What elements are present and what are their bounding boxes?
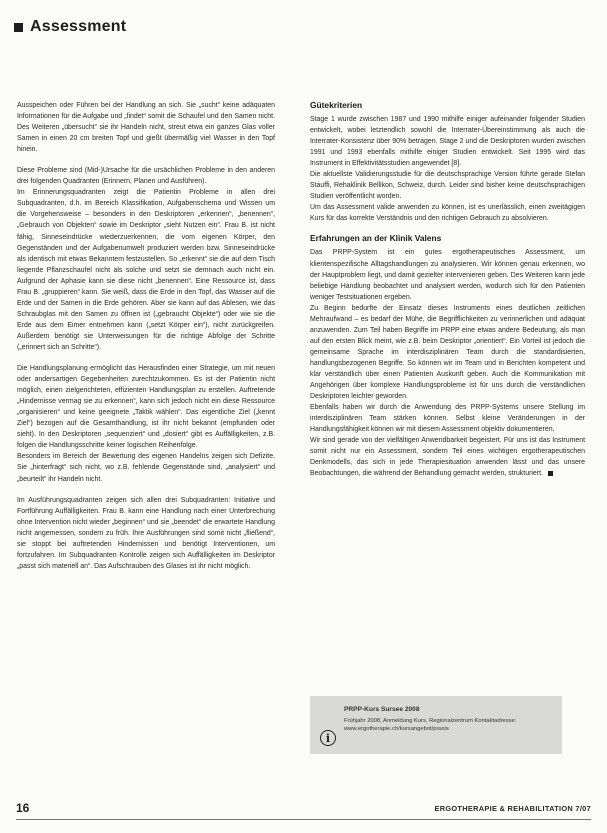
heading-erfahrungen: Erfahrungen an der Klinik Valens [310,233,442,244]
body-paragraph: Die Handlungsplanung ermöglicht das Herausfinden einer Strategie, um mit neuen oder andersartigen Gegebenheiten zurechtzukommen. Es ist der Patientin nicht möglich, einen zielgerichteten, effizienten Handlungsplan zu erstellen. Auftretende „Hindernisse vermag sie zu erkennen“, kann sich jedoch nicht ein diese Ressource „organisieren“ und keine geeignete „Taktik wählen“. Das eigentliche Ziel („kennt Ziel“) bezogen auf die Gesamthandlung, ist ihr nicht bekannt (empfunden oder sieht). In den Deskriptoren „sequenziert“ und „dosiert“ gibt es Auffälligkeiten, z.B. folgen die Handlungsschritte keiner logischen Reihenfolge. Besonders im Bereich der Bewertung des eigenen Handelns zeigen sich Defizite. Sie „hinterfragt“ sich nicht, wo z.B. fehlende Gegenstände sind, „analysiert“ und „beurteilt“ ihr Handeln nicht. [17,365,275,483]
body-paragraph: Ausspeichen oder Führen bei der Handlung an sich. Sie „sucht“ keine adäquaten Informationen für die Aufgabe und „findet“ somit die Schaufel und den Samen nicht. Des Weiteren „übersucht“ sie ihr Handeln nicht, streut etwa ein ganzes Glas voller Samen in einen 20 cm breiten Topf und gießt übermäßig viel Wasser in den Topf hinein. [17,102,275,154]
body-paragraph: Diese Probleme sind (Mid-)Ursache für die ursächlichen Probleme in den anderen drei folgenden Quadranten (Erinnern, Planen und Ausführen). Im Erinnerungsquadranten zeigt die Patientin Probleme in allen drei Subquadranten, d.h. im Bereich Klassifikation, Aufgabenschema und Wissen um die Vorgehensweise – besonders in den Deskriptoren „erkennen“, „benennen“, „Gebrauch von Objekten“ sowie im Deskriptor „sieht Nutzen ein“. Frau B. ist nicht fähig, Sinneseindrücke wiederzuerkennen, die vom eigenen Körper, den Gegenständen und der Aufgabenumwelt produziert werden bzw. Sinneseindrücke als identisch mit etwas Bekanntem festzustellen. So „erkennt“ sie die auf dem Tisch liegende Pflanzschaufel nicht als solche und setzt sie demnach auch nicht ein. Aufgrund der Aphasie kann sie diese nicht „benennen“. Eine Ressource ist, dass Frau B. „gruppieren“ kann. Sie weiß, dass die Erde in den Topf, das Wasser auf die Erde und der Samen in die Erde gehören. Aber sie kann auf das Ablesen, wie das Schraubglas mit den Samen zu öffnen ist („gebraucht Objekte“) oder wie sie die Erde aus dem Eimer entnehmen kann („setzt Körper ein“), nicht zurückgreifen. Außerdem benötigt sie Unterweisungen für die richtige Abfolge der Schritte („erinnert sich an Schritte“). [17,167,275,351]
body-paragraph [310,247,585,479]
end-of-article-square [548,471,553,476]
course-infobox [310,696,562,754]
infobox-body: Frühjahr 2008, Anmeldung Kurs, Regionalzentrum Kontaktadresse: www.ergotherapie.ch/kursangebot/praxis [344,717,517,732]
body-text: Das PRPP-System ist ein gutes ergotherapeutisches Assessment, um klientenspezifische Alltagshandlungen zu analysieren. Wir können genau erkennen, wo der Hauptproblem liegt, und damit gezielter intervenieren geben. Des Weiteren kann jede beliebige Handlung beobachtet und analysiert werden, wodurch sich für den Patienten weniger Testsituationen ergeben. Zu Beginn bedurfte der Einsatz dieses Instruments eines deutlichen zeitlichen Mehraufwand – es bedarf der Mühe, die Begrifflichkeiten zu verinnerlichen und adäquat anzuwenden. Zum Teil haben Begriffe im PRPP eine etwas andere Bedeutung, als man auf den ersten Blick meint, wie z.B. beim Deskriptor „orientiert“. Ein Vorteil ist jedoch die gemeinsame Sprache im interdisziplinären Team durch die standardisierten, handlungsbezogenen Begriffe. So können wir im Team und in Berichten kompetent und klar verständlich über einen Patienten Auskunft geben. Auch die Kommunikation mit Angehörigen über komplexe Handlungsprobleme ist für uns durch die verständlichen Deskriptoren leichter geworden. Ebenfalls haben wir durch die Anwendung des PRPP-Systems unsere Stellung im interdisziplinären Team stärken können. Selbst kleine Veränderungen in der Handlungsfähigkeit können wir mit diesem Assessment objektiv dokumentieren. Wir sind gerade von der vielfältigen Anwendbarkeit begeistert. Für uns ist das Instrument somit nicht nur ein Assessment, sondern Teil eines wichtigen ergotherapeutischen Denkmodells, das sich in jede Therapiesituation anwenden lässt und das unsere Beobachtungen, die während der Behandlung gemacht werden, strukturiert. [310,249,585,478]
info-icon: i [320,730,336,746]
footer-rule [16,819,591,820]
body-paragraph: Stage 1 wurde zwischen 1987 und 1990 mithilfe einiger aufeinander folgender Studien entwickelt, wobei letztendlich sowohl die Interrater-Übereinstimmung als auch die Interrater-Konsistenz über 90% betragen. Stage 2 und die Deskriptoren wurden zwischen 1991 und 1993 ebenfalls mithilfe einiger Studien entwickelt. Seit 1995 wird das Instrument in Effektivitätsstudien angewendet [8]. Die aktuellste Validierungsstudie für die deutschsprachige Version führte gerade Stefan Stauffi, Rehaklinik Bellikon, Schweiz, durch. Leider sind bisher keine deutschsprachigen Studien veröffentlicht worden. Um das Assessment valide anwenden zu können, ist es unerlässlich, einen zweitägigen Kurs für das korrekte Verständnis und den richtigen Gebrauch zu absolvieren. [310,116,585,223]
right-column [310,100,585,479]
body-paragraph: Im Ausführungsquadranten zeigen sich allen drei Subquadranten: Initiative und Fortführung Auffälligkeiten. Frau B. kann eine Handlung nach einer Unterbrechung ohne Intervention nicht wieder „beginnen“ und sie „beendet“ die erwartete Handlung nicht angemessen, sondern zu früh. Ihre Ausführungen sind somit nicht „fließend“, sie stoppt bei auftretenden Hindernissen und benötigt Interventionen, um fortzufahren. Im Subquadranten Kontrolle zeigen sich Auffälligkeiten im Deskriptor „passt sich materiell an“. Das Aufschrauben des Glases ist ihr nicht möglich. [17,496,275,570]
heading-guetekriterien: Gütekriterien [310,100,363,110]
infobox-text [344,706,558,734]
journal-name: ERGOTHERAPIE & REHABILITATION 7/07 [434,804,591,813]
section-header [14,18,126,36]
section-title: Assessment [30,18,127,35]
page-footer [0,801,607,821]
section-marker-square [14,23,23,32]
infobox-heading: PRPP-Kurs Sursee 2008 [344,706,420,713]
left-column [17,100,275,582]
page-number: 16 [16,801,30,815]
